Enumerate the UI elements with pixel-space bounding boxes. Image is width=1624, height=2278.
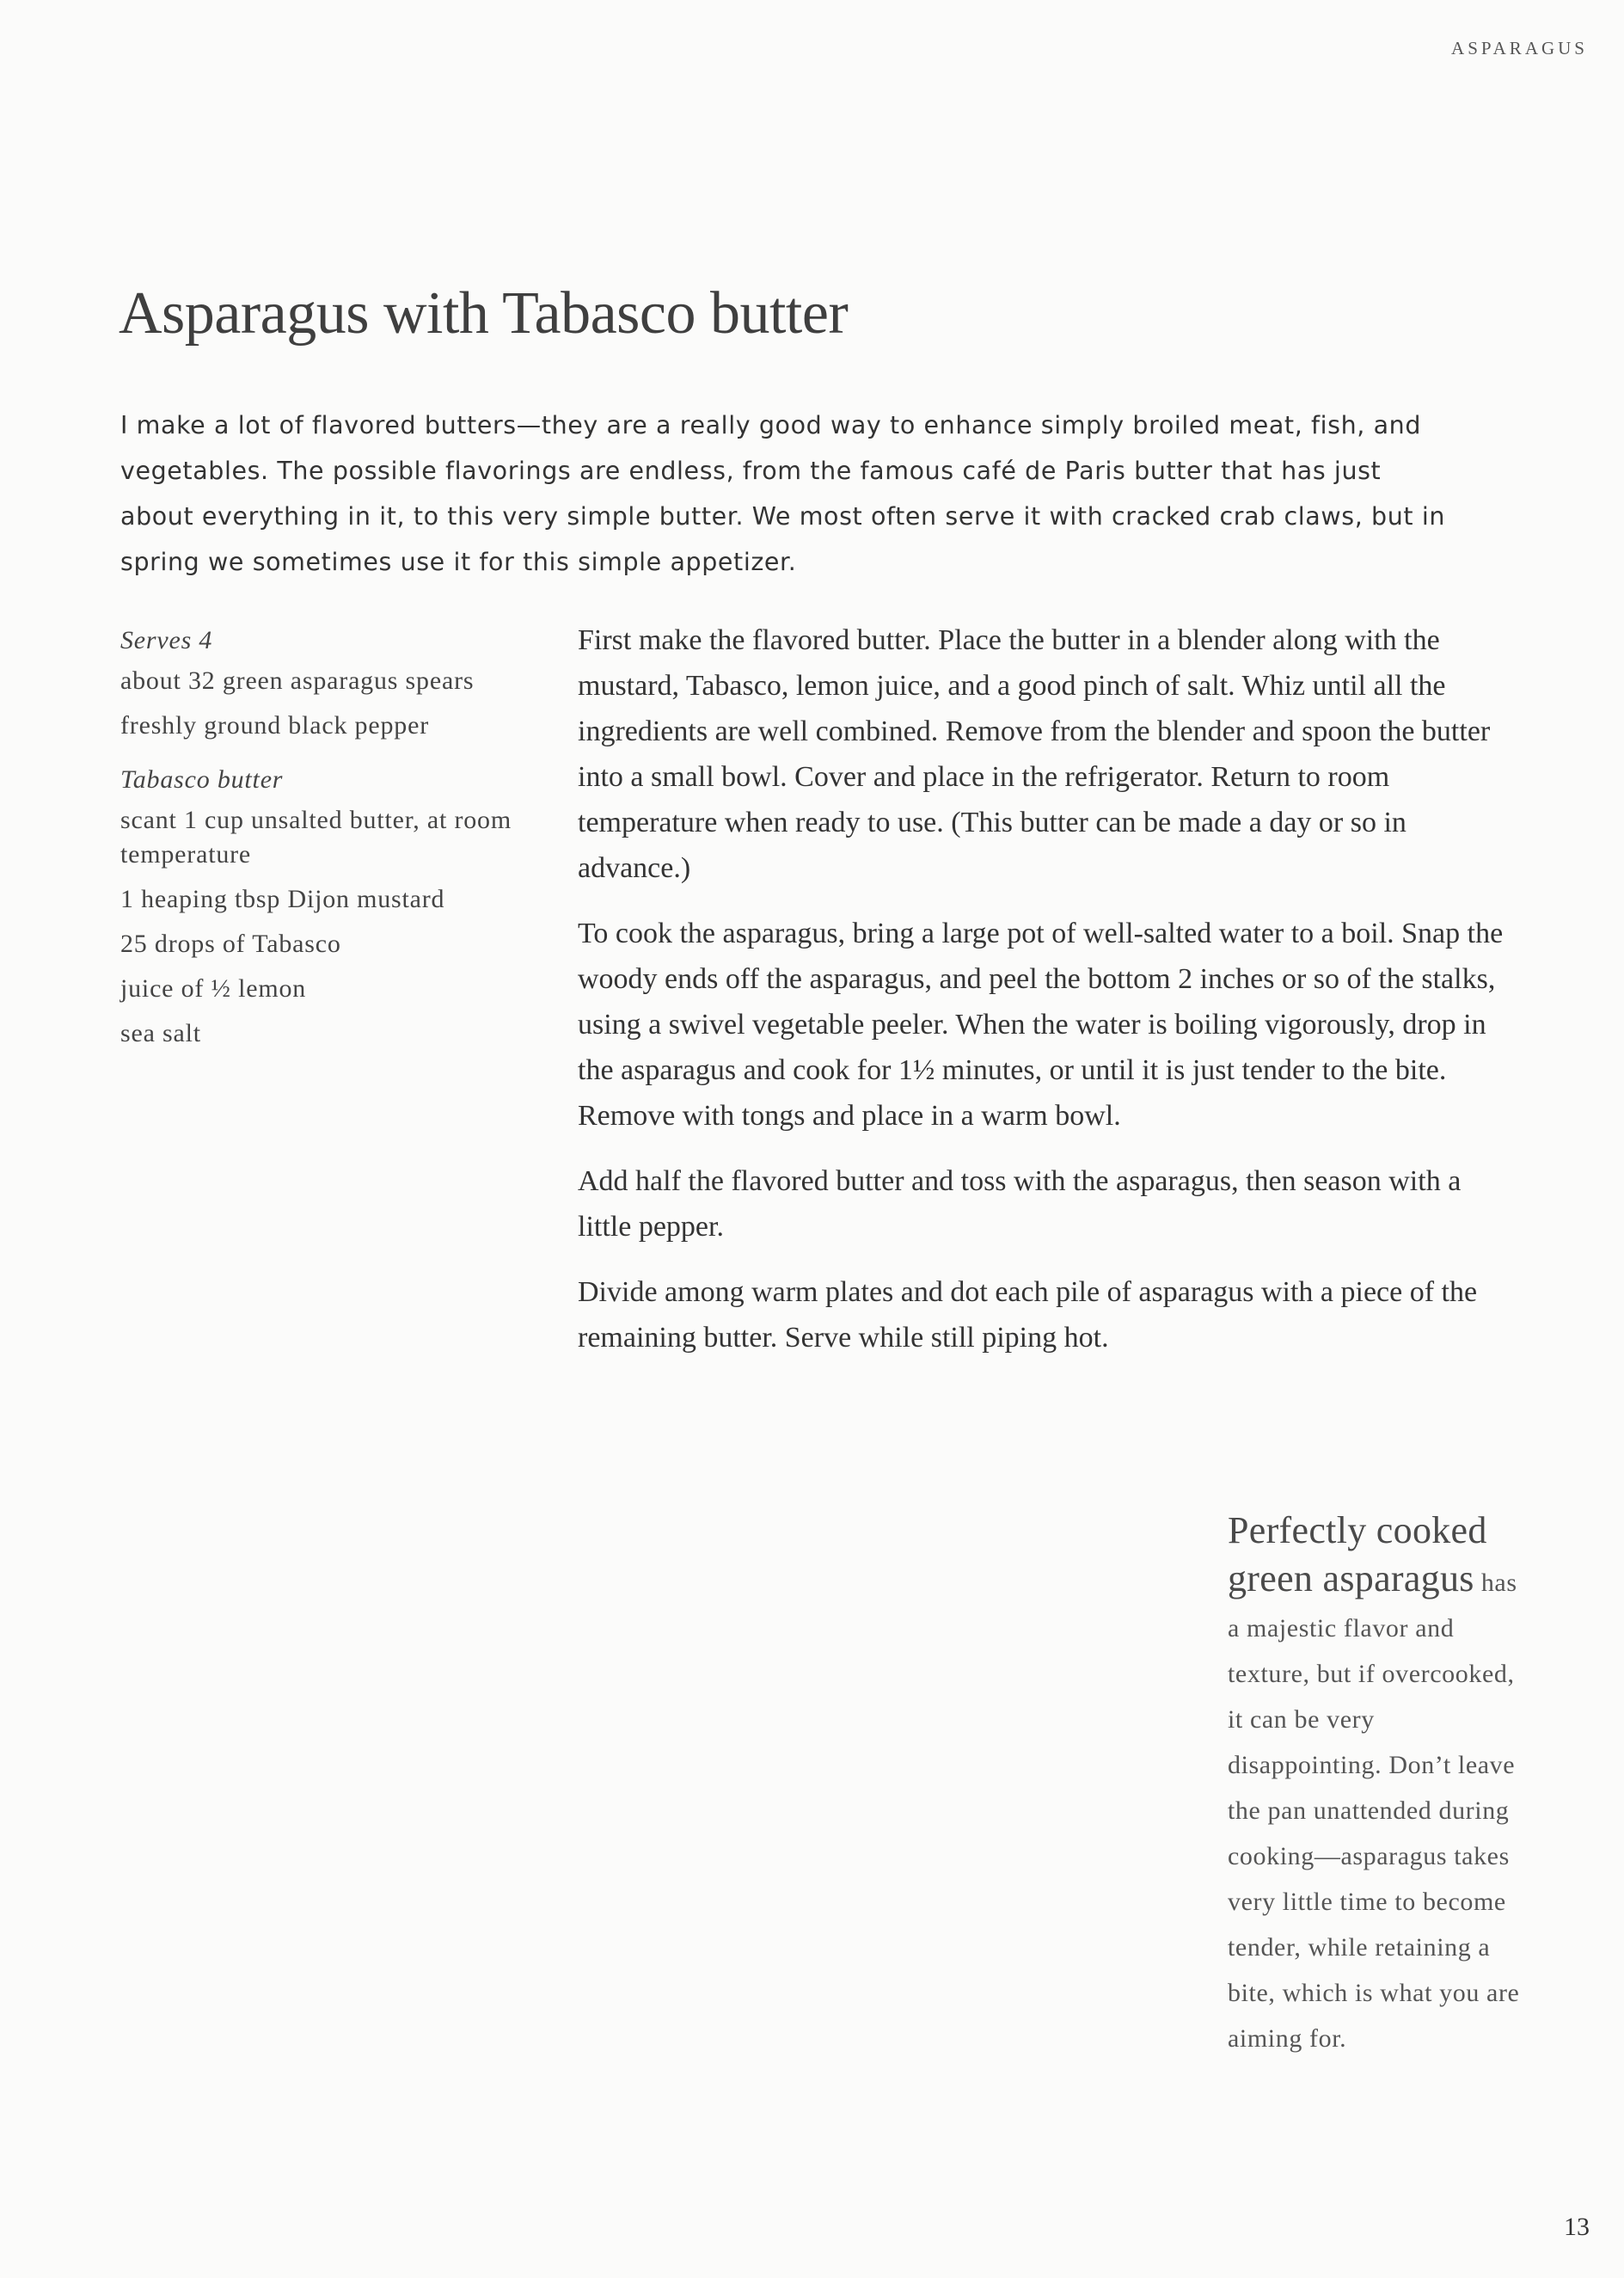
method-step: To cook the asparagus, bring a large pot of well-salted water to a boil. Snap the woody ends off the asparagus, and peel the bottom 2 inches or so of the stalks, using a swivel vegetable peeler. When the water is boiling vigorously, drop in the asparagus and cook for 1½ minutes, or until it is just tender to the bite. Remove with tongs and place in a warm bowl.	[578, 918, 1504, 1132]
sidebar-lead: Perfectly cooked green asparagus	[1228, 1509, 1487, 1600]
method-step: First make the flavored butter. Place the butter in a blender along with the mustard, Tabasco, lemon juice, and a good pinch of salt. Whiz until all the ingredients are well combined. Remove from the blender and spoon the butter into a small bowl. Cover and place in the refrigerator. Return to room temperature when ready to use. (This butter can be made a day or so in advance.)	[578, 624, 1491, 884]
method-step: Add half the flavored butter and toss with the asparagus, then season with a little pepper.	[578, 1165, 1462, 1243]
ingredient-item: juice of ½ lemon	[120, 974, 307, 1003]
ingredient-item: about 32 green asparagus spears	[120, 666, 475, 695]
ingredient-item: freshly ground black pepper	[120, 711, 429, 740]
running-head: ASPARAGUS	[1451, 38, 1588, 58]
page-number: 13	[1564, 2213, 1590, 2241]
ingredient-item: sea salt	[120, 1019, 201, 1047]
recipe-intro: I make a lot of flavored butters—they are a really good way to enhance simply broiled meat, fish, and vegetables. The possible flavorings are endless, from the famous café de Paris butter that has just about everything in it, to this very simple butter. We most often serve it with cracked crab claws, but in spring we sometimes use it for this simple appetizer.	[120, 411, 1446, 576]
butter-subheading: Tabasco butter	[120, 765, 284, 794]
recipe-title: Asparagus with Tabasco butter	[119, 280, 849, 347]
sidebar-note	[1228, 1509, 1520, 2061]
sidebar-body: has a majestic flavor and texture, but if overcooked, it can be very disappointing. Don’t leave the pan unattended during cooking—asparagus takes very little time to become tender, while retaining a bite, which is what you are aiming for.	[1228, 1569, 1520, 2053]
ingredient-item: 1 heaping tbsp Dijon mustard	[120, 885, 445, 913]
ingredient-item: scant 1 cup unsalted butter, at room temperature	[120, 806, 512, 869]
method-column	[578, 617, 1506, 1380]
main-ingredients-list	[120, 664, 533, 743]
butter-ingredients-list	[120, 803, 533, 1051]
serves-label: Serves 4	[120, 626, 213, 654]
ingredient-item: 25 drops of Tabasco	[120, 930, 341, 958]
ingredients-column	[120, 626, 533, 1061]
method-step: Divide among warm plates and dot each pile of asparagus with a piece of the remaining butter. Serve while still piping hot.	[578, 1276, 1478, 1354]
